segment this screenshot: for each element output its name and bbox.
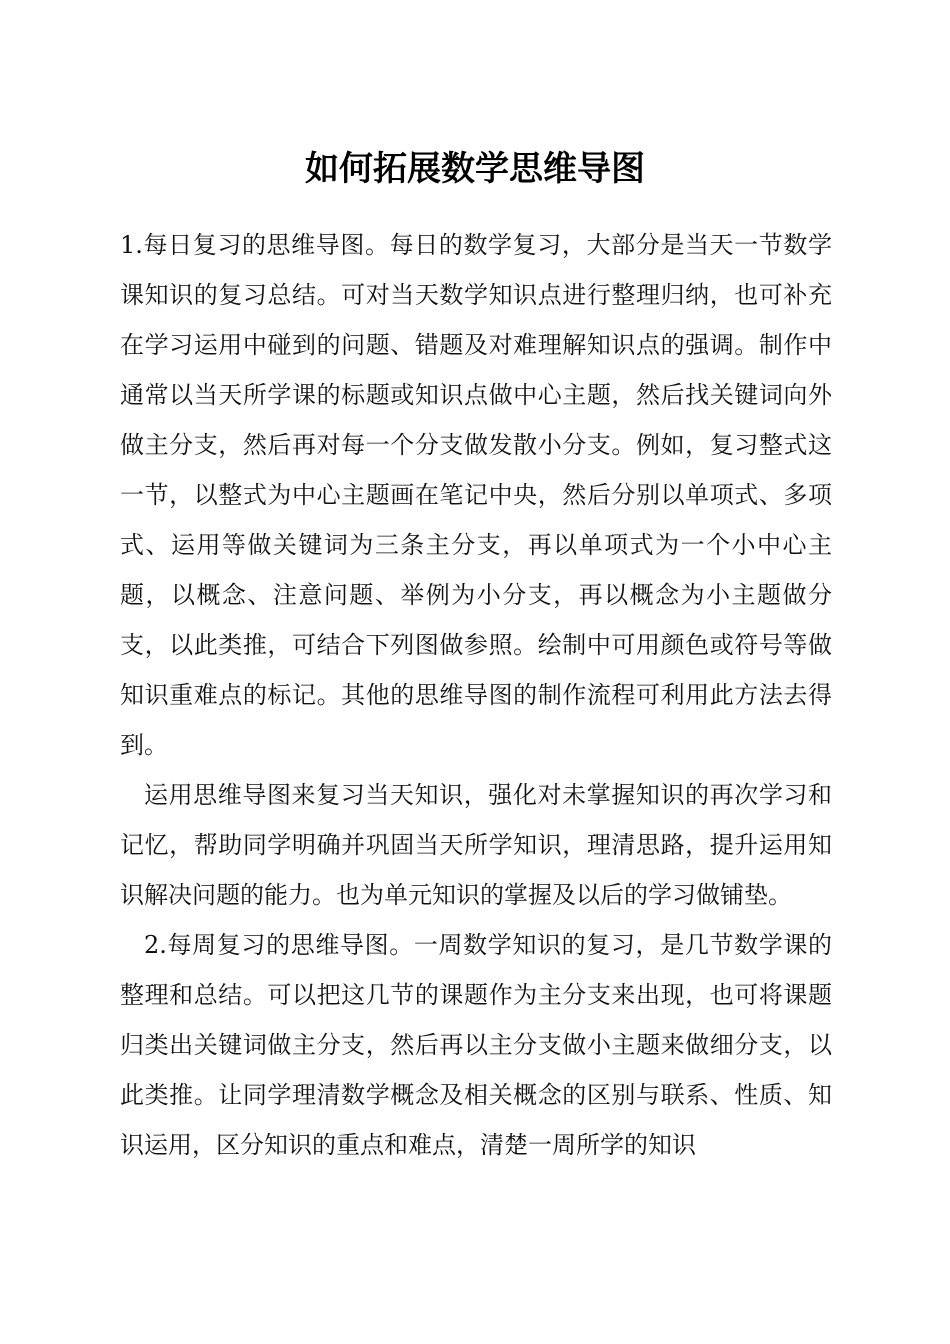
document-body	[120, 220, 832, 1170]
paragraph-daily-review: 1.每日复习的思维导图。每日的数学复习，大部分是当天一节数学课知识的复习总结。可对当天数学知识点进行整理归纳，也可补充在学习运用中碰到的问题、错题及对难理解知识点的强调。制作中通常以当天所学课的标题或知识点做中心主题，然后找关键词向外做主分支，然后再对每一个分支做发散小分支。例如，复习整式这一节，以整式为中心主题画在笔记中央，然后分别以单项式、多项式、运用等做关键词为三条主分支，再以单项式为一个小中心主题，以概念、注意问题、举例为小分支，再以概念为小主题做分支，以此类推，可结合下列图做参照。绘制中可用颜色或符号等做知识重难点的标记。其他的思维导图的制作流程可利用此方法去得到。	[120, 231, 832, 759]
paragraph-weekly-review: 2.每周复习的思维导图。一周数学知识的复习，是几节数学课的整理和总结。可以把这几节的课题作为主分支来出现，也可将课题归类出关键词做主分支，然后再以主分支做小主题来做细分支，以此类推。让同学理清数学概念及相关概念的区别与联系、性质、知识运用，区分知识的重点和难点，清楚一周所学的知识	[120, 931, 832, 1159]
document-title: 如何拓展数学思维导图	[305, 149, 645, 189]
paragraph-mindmap-benefits: 运用思维导图来复习当天知识，强化对未掌握知识的再次学习和记忆，帮助同学明确并巩固当天所学知识，理清思路，提升运用知识解决问题的能力。也为单元知识的掌握及以后的学习做铺垫。	[120, 781, 832, 909]
